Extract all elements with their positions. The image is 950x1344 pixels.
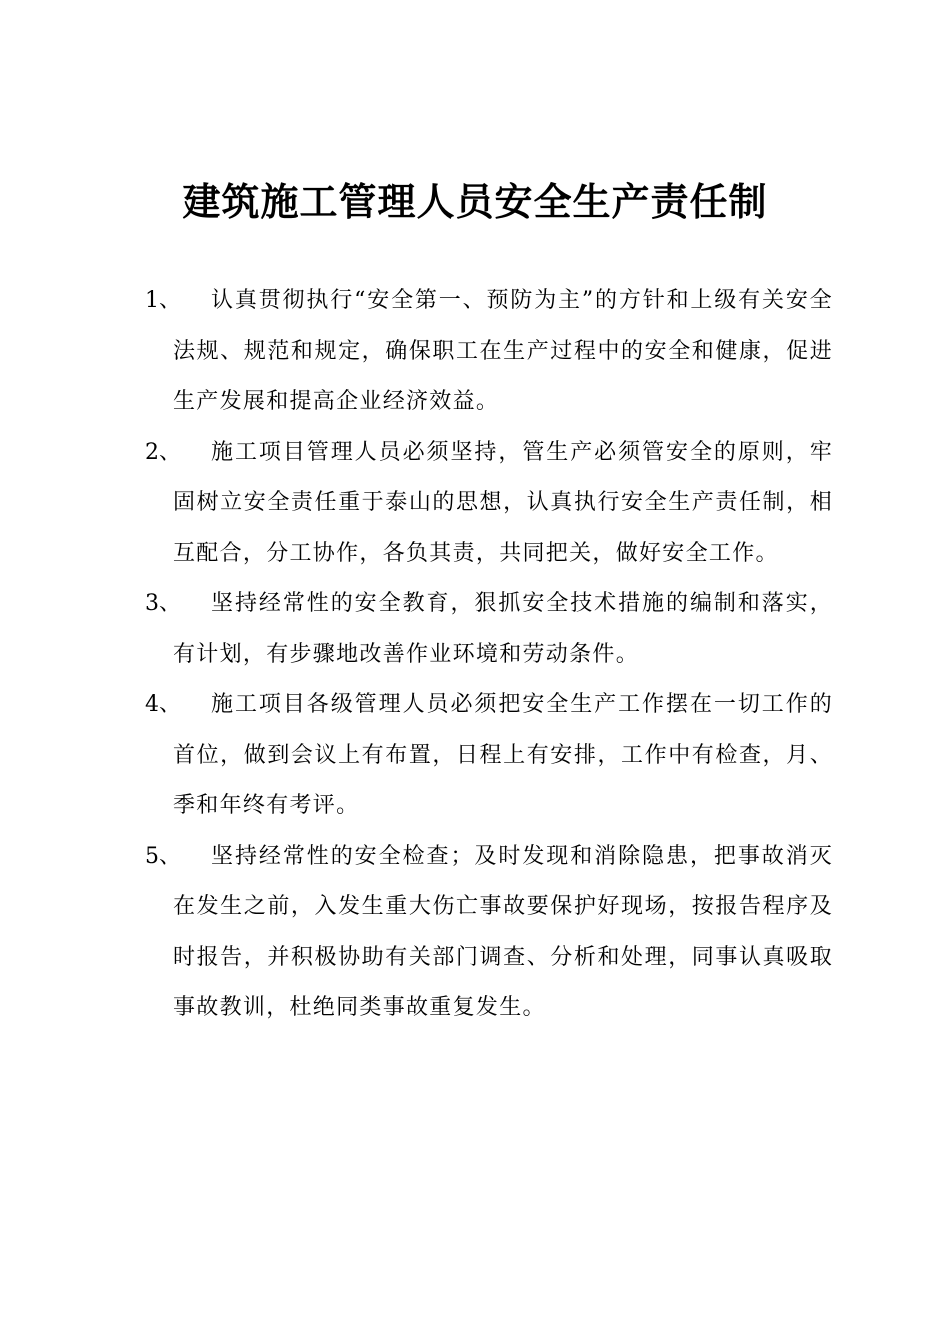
item-text: 坚持经常性的安全教育，狠抓安全技术措施的编制和落实，有计划，有步骤地改善作业环境和劳动条件。 [173,591,833,667]
responsibility-list [0,276,950,1034]
item-number: 5、 [145,843,181,869]
list-item [0,832,950,1034]
item-number: 1、 [145,288,181,313]
item-number: 2、 [145,439,181,465]
list-item [0,276,950,428]
item-number: 3、 [145,591,181,616]
item-text: 施工项目各级管理人员必须把安全生产工作摆在一切工作的首位，做到会议上有布置，日程上有安排，工作中有检查，月、季和年终有考评。 [173,692,833,818]
item-text: 坚持经常性的安全检查；及时发现和消除隐患，把事故消灭在发生之前，入发生重大伤亡事故要保护好现场，按报告程序及时报告，并积极协助有关部门调查、分析和处理，同事认真吸取事故教训，杜绝同类事故重复发生。 [173,843,833,1020]
item-number: 4、 [145,692,181,717]
item-text: 施工项目管理人员必须坚持，管生产必须管安全的原则，牢固树立安全责任重于泰山的思想，认真执行安全生产责任制，相互配合，分工协作，各负其责，共同把关，做好安全工作。 [173,439,833,566]
document-title: 建筑施工管理人员安全生产责任制 [182,180,768,224]
list-item [0,680,950,832]
list-item [0,579,950,680]
list-item [0,428,950,580]
item-text: 认真贯彻执行“安全第一、预防为主”的方针和上级有关安全法规、规范和规定，确保职工在生产过程中的安全和健康，促进生产发展和提高企业经济效益。 [173,288,833,414]
